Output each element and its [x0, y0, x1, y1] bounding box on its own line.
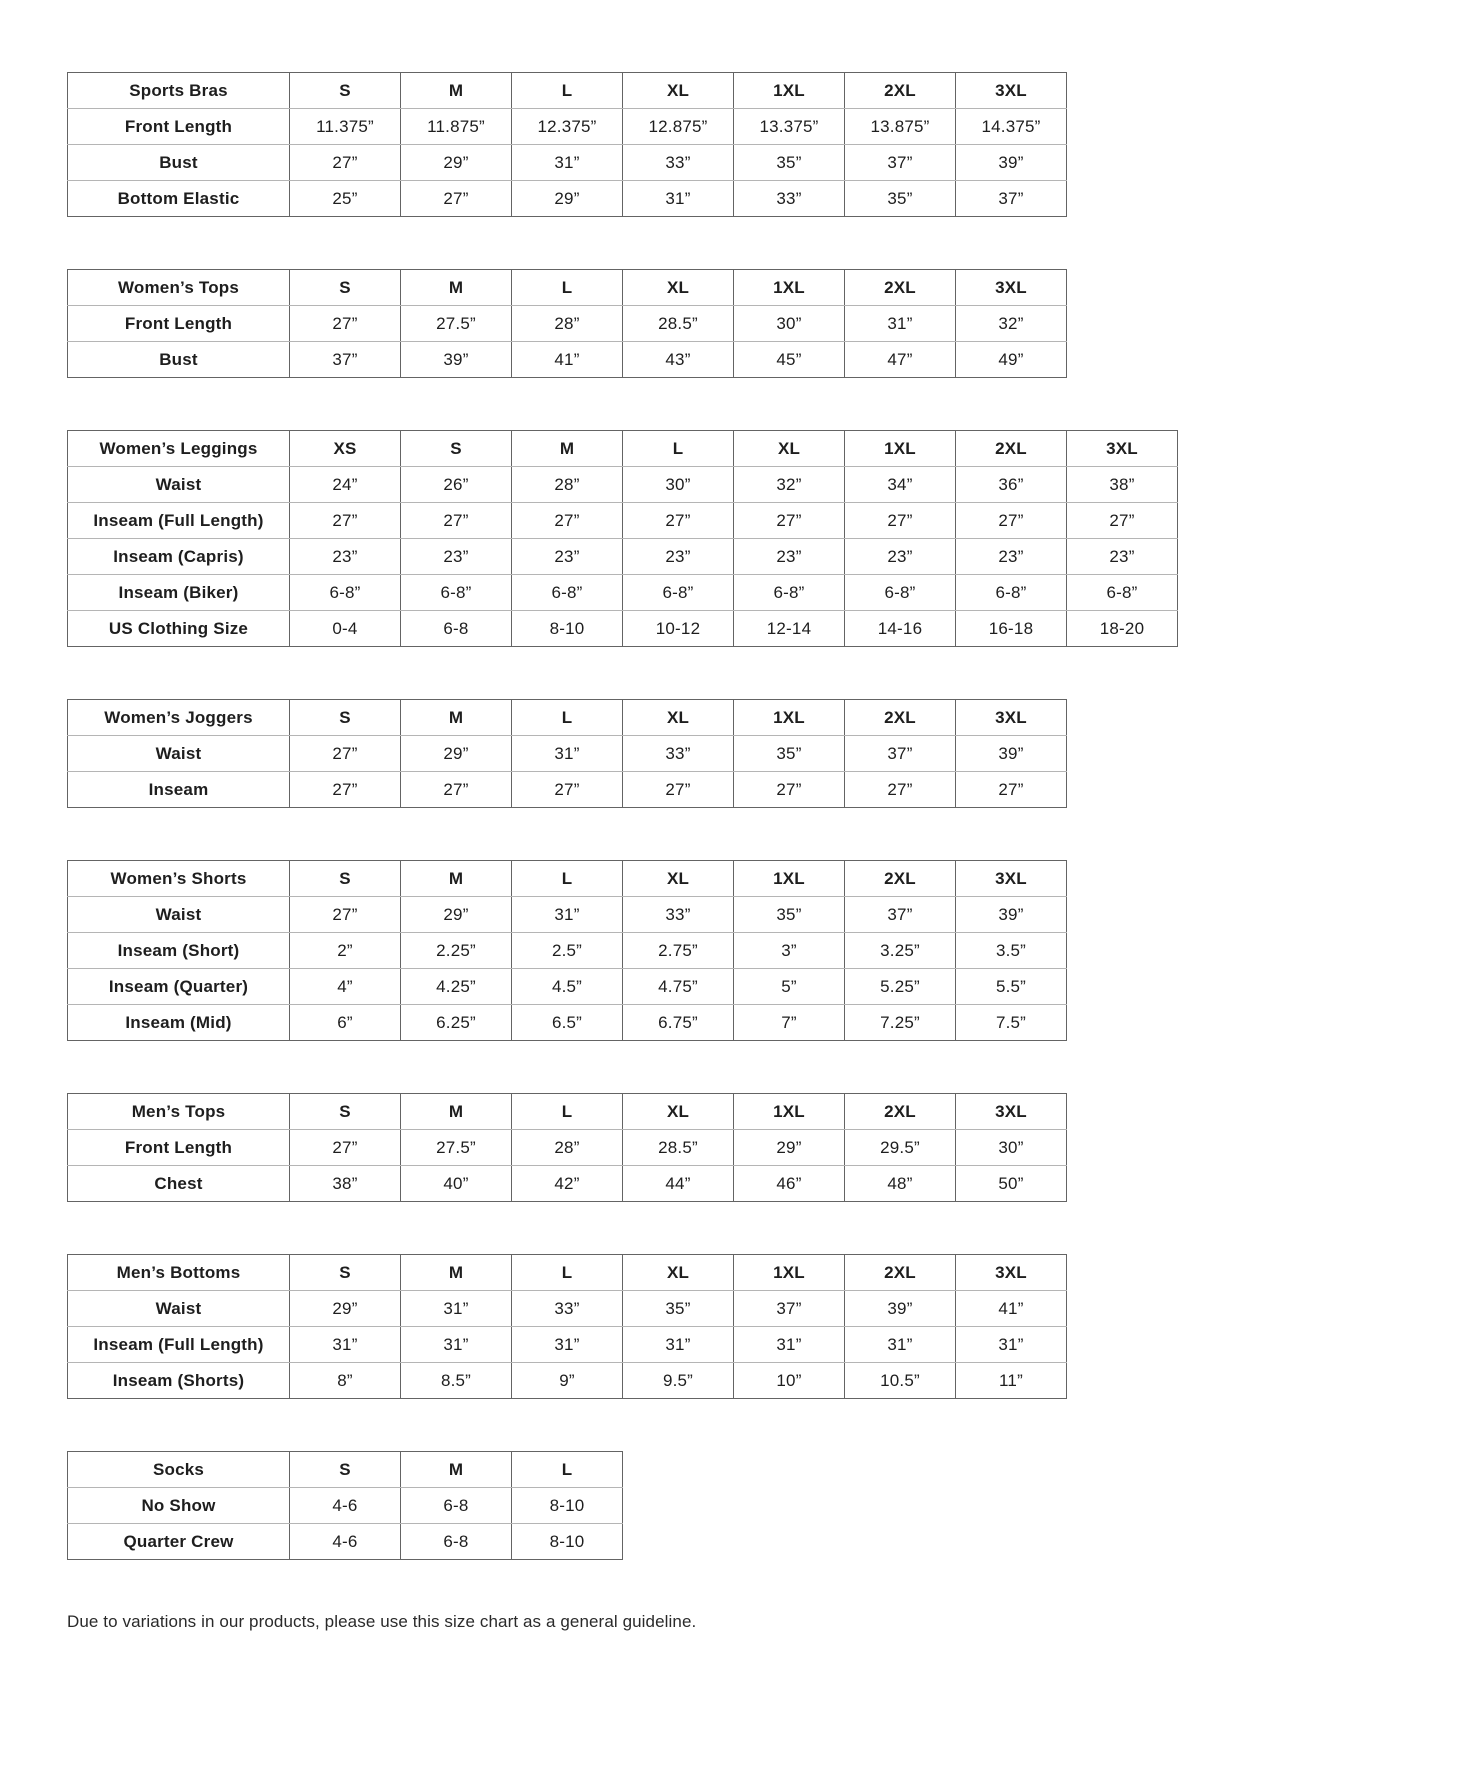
size-column-header: XL	[623, 1255, 734, 1291]
measurement-value: 24”	[290, 467, 401, 503]
measurement-value: 23”	[401, 539, 512, 575]
size-chart-disclaimer: Due to variations in our products, please use this size chart as a general guideline.	[67, 1612, 697, 1631]
row-label: Front Length	[68, 109, 290, 145]
measurement-value: 37”	[845, 897, 956, 933]
measurement-value: 11”	[956, 1363, 1067, 1399]
row-label: Waist	[68, 1291, 290, 1327]
measurement-value: 6-8”	[734, 575, 845, 611]
measurement-value: 28.5”	[623, 1130, 734, 1166]
size-column-header: S	[290, 270, 401, 306]
measurement-value: 29”	[401, 736, 512, 772]
measurement-value: 6-8”	[290, 575, 401, 611]
measurement-value: 6-8”	[401, 575, 512, 611]
row-label: US Clothing Size	[68, 611, 290, 647]
table-row	[68, 306, 1067, 342]
measurement-value: 34”	[845, 467, 956, 503]
table-title-womens-leggings: Women’s Leggings	[68, 431, 290, 467]
measurement-value: 8.5”	[401, 1363, 512, 1399]
table-row	[68, 772, 1067, 808]
measurement-value: 35”	[845, 181, 956, 217]
measurement-value: 23”	[734, 539, 845, 575]
measurement-value: 25”	[290, 181, 401, 217]
measurement-value: 4-6	[290, 1524, 401, 1560]
measurement-value: 27”	[290, 306, 401, 342]
measurement-value: 13.875”	[845, 109, 956, 145]
measurement-value: 35”	[734, 897, 845, 933]
table-row	[68, 933, 1067, 969]
measurement-value: 33”	[512, 1291, 623, 1327]
measurement-value: 28”	[512, 467, 623, 503]
size-column-header: M	[401, 700, 512, 736]
row-label: Chest	[68, 1166, 290, 1202]
measurement-value: 4.5”	[512, 969, 623, 1005]
measurement-value: 4-6	[290, 1488, 401, 1524]
size-column-header: 2XL	[845, 700, 956, 736]
measurement-value: 23”	[1067, 539, 1178, 575]
measurement-value: 29.5”	[845, 1130, 956, 1166]
measurement-value: 46”	[734, 1166, 845, 1202]
measurement-value: 27”	[623, 503, 734, 539]
size-column-header: S	[290, 1255, 401, 1291]
table-row	[68, 1166, 1067, 1202]
measurement-value: 37”	[845, 736, 956, 772]
size-column-header: L	[512, 270, 623, 306]
measurement-value: 2.75”	[623, 933, 734, 969]
measurement-value: 9”	[512, 1363, 623, 1399]
measurement-value: 31”	[401, 1327, 512, 1363]
measurement-value: 7.5”	[956, 1005, 1067, 1041]
size-column-header: S	[290, 1094, 401, 1130]
measurement-value: 27”	[290, 145, 401, 181]
size-column-header: S	[290, 700, 401, 736]
measurement-value: 0-4	[290, 611, 401, 647]
measurement-value: 31”	[623, 181, 734, 217]
size-column-header: 1XL	[734, 73, 845, 109]
measurement-value: 7.25”	[845, 1005, 956, 1041]
size-column-header: 1XL	[845, 431, 956, 467]
measurement-value: 4”	[290, 969, 401, 1005]
size-column-header: 2XL	[845, 270, 956, 306]
size-column-header: 2XL	[845, 73, 956, 109]
measurement-value: 23”	[956, 539, 1067, 575]
measurement-value: 27”	[512, 772, 623, 808]
size-column-header: M	[401, 1094, 512, 1130]
table-row	[68, 897, 1067, 933]
measurement-value: 6.75”	[623, 1005, 734, 1041]
measurement-value: 27”	[401, 181, 512, 217]
size-column-header: 3XL	[956, 1094, 1067, 1130]
measurement-value: 2.5”	[512, 933, 623, 969]
table-header-row	[68, 270, 1067, 306]
measurement-value: 28.5”	[623, 306, 734, 342]
measurement-value: 31”	[512, 1327, 623, 1363]
measurement-value: 27”	[956, 772, 1067, 808]
measurement-value: 7”	[734, 1005, 845, 1041]
measurement-value: 39”	[845, 1291, 956, 1327]
size-column-header: S	[290, 1452, 401, 1488]
measurement-value: 10-12	[623, 611, 734, 647]
measurement-value: 6-8”	[1067, 575, 1178, 611]
table-row	[68, 969, 1067, 1005]
measurement-value: 6-8	[401, 611, 512, 647]
size-charts	[67, 72, 1458, 1560]
table-title-sports-bras: Sports Bras	[68, 73, 290, 109]
measurement-value: 44”	[623, 1166, 734, 1202]
measurement-value: 35”	[734, 145, 845, 181]
measurement-value: 32”	[956, 306, 1067, 342]
measurement-value: 6-8”	[623, 575, 734, 611]
measurement-value: 35”	[734, 736, 845, 772]
size-column-header: XL	[734, 431, 845, 467]
table-header-row	[68, 1094, 1067, 1130]
measurement-value: 6-8”	[512, 575, 623, 611]
measurement-value: 2”	[290, 933, 401, 969]
measurement-value: 12.375”	[512, 109, 623, 145]
measurement-value: 31”	[623, 1327, 734, 1363]
size-column-header: XL	[623, 1094, 734, 1130]
row-label: Inseam (Mid)	[68, 1005, 290, 1041]
table-row	[68, 1005, 1067, 1041]
measurement-value: 27.5”	[401, 306, 512, 342]
table-row	[68, 109, 1067, 145]
measurement-value: 29”	[512, 181, 623, 217]
measurement-value: 11.875”	[401, 109, 512, 145]
table-row	[68, 575, 1178, 611]
measurement-value: 23”	[290, 539, 401, 575]
size-column-header: 3XL	[956, 270, 1067, 306]
measurement-value: 6-8”	[845, 575, 956, 611]
size-table-womens-joggers	[67, 699, 1067, 808]
row-label: Inseam (Capris)	[68, 539, 290, 575]
measurement-value: 31”	[512, 897, 623, 933]
size-table-socks	[67, 1451, 623, 1560]
size-column-header: 1XL	[734, 270, 845, 306]
measurement-value: 14-16	[845, 611, 956, 647]
table-header-row	[68, 861, 1067, 897]
size-column-header: XL	[623, 270, 734, 306]
measurement-value: 23”	[623, 539, 734, 575]
measurement-value: 50”	[956, 1166, 1067, 1202]
measurement-value: 27”	[845, 503, 956, 539]
table-title-mens-bottoms: Men’s Bottoms	[68, 1255, 290, 1291]
measurement-value: 6-8”	[956, 575, 1067, 611]
table-title-mens-tops: Men’s Tops	[68, 1094, 290, 1130]
size-column-header: 3XL	[956, 73, 1067, 109]
measurement-value: 37”	[956, 181, 1067, 217]
measurement-value: 31”	[401, 1291, 512, 1327]
row-label: Bust	[68, 342, 290, 378]
measurement-value: 27”	[734, 772, 845, 808]
row-label: Inseam	[68, 772, 290, 808]
size-table-mens-tops	[67, 1093, 1067, 1202]
row-label: Quarter Crew	[68, 1524, 290, 1560]
table-header-row	[68, 73, 1067, 109]
measurement-value: 10.5”	[845, 1363, 956, 1399]
measurement-value: 27”	[290, 897, 401, 933]
measurement-value: 8-10	[512, 1488, 623, 1524]
measurement-value: 33”	[623, 897, 734, 933]
size-table-womens-tops	[67, 269, 1067, 378]
size-column-header: 1XL	[734, 700, 845, 736]
measurement-value: 27”	[401, 503, 512, 539]
measurement-value: 39”	[956, 736, 1067, 772]
measurement-value: 39”	[956, 897, 1067, 933]
table-row	[68, 611, 1178, 647]
measurement-value: 27”	[734, 503, 845, 539]
size-column-header: M	[512, 431, 623, 467]
size-column-header: L	[512, 1094, 623, 1130]
table-title-womens-joggers: Women’s Joggers	[68, 700, 290, 736]
size-column-header: 3XL	[956, 700, 1067, 736]
table-header-row	[68, 431, 1178, 467]
table-row	[68, 1327, 1067, 1363]
measurement-value: 31”	[290, 1327, 401, 1363]
size-chart-page	[67, 72, 1458, 1632]
measurement-value: 31”	[845, 1327, 956, 1363]
measurement-value: 40”	[401, 1166, 512, 1202]
measurement-value: 27”	[623, 772, 734, 808]
table-row	[68, 342, 1067, 378]
measurement-value: 26”	[401, 467, 512, 503]
table-row	[68, 1524, 623, 1560]
measurement-value: 31”	[845, 306, 956, 342]
size-column-header: 2XL	[845, 1255, 956, 1291]
measurement-value: 29”	[401, 897, 512, 933]
measurement-value: 30”	[734, 306, 845, 342]
measurement-value: 43”	[623, 342, 734, 378]
measurement-value: 31”	[512, 145, 623, 181]
row-label: Inseam (Quarter)	[68, 969, 290, 1005]
measurement-value: 14.375”	[956, 109, 1067, 145]
table-row	[68, 1291, 1067, 1327]
measurement-value: 28”	[512, 1130, 623, 1166]
row-label: Inseam (Shorts)	[68, 1363, 290, 1399]
measurement-value: 6”	[290, 1005, 401, 1041]
size-column-header: M	[401, 1452, 512, 1488]
measurement-value: 3”	[734, 933, 845, 969]
size-table-womens-shorts	[67, 860, 1067, 1041]
table-row	[68, 539, 1178, 575]
size-table-womens-leggings	[67, 430, 1178, 647]
size-column-header: S	[401, 431, 512, 467]
size-column-header: L	[623, 431, 734, 467]
table-row	[68, 145, 1067, 181]
measurement-value: 42”	[512, 1166, 623, 1202]
measurement-value: 47”	[845, 342, 956, 378]
size-column-header: XL	[623, 700, 734, 736]
measurement-value: 28”	[512, 306, 623, 342]
size-column-header: XS	[290, 431, 401, 467]
measurement-value: 35”	[623, 1291, 734, 1327]
measurement-value: 37”	[734, 1291, 845, 1327]
measurement-value: 41”	[512, 342, 623, 378]
row-label: Waist	[68, 897, 290, 933]
measurement-value: 11.375”	[290, 109, 401, 145]
size-column-header: 1XL	[734, 1094, 845, 1130]
row-label: Inseam (Full Length)	[68, 1327, 290, 1363]
measurement-value: 27”	[512, 503, 623, 539]
table-header-row	[68, 1452, 623, 1488]
table-title-womens-shorts: Women’s Shorts	[68, 861, 290, 897]
table-title-womens-tops: Women’s Tops	[68, 270, 290, 306]
measurement-value: 30”	[956, 1130, 1067, 1166]
measurement-value: 38”	[290, 1166, 401, 1202]
measurement-value: 29”	[734, 1130, 845, 1166]
size-column-header: M	[401, 73, 512, 109]
size-column-header: 2XL	[845, 861, 956, 897]
measurement-value: 31”	[734, 1327, 845, 1363]
measurement-value: 45”	[734, 342, 845, 378]
size-column-header: 2XL	[845, 1094, 956, 1130]
measurement-value: 23”	[845, 539, 956, 575]
table-row	[68, 1488, 623, 1524]
measurement-value: 6-8	[401, 1524, 512, 1560]
size-column-header: 2XL	[956, 431, 1067, 467]
measurement-value: 33”	[623, 145, 734, 181]
measurement-value: 37”	[290, 342, 401, 378]
size-column-header: L	[512, 1452, 623, 1488]
size-column-header: L	[512, 861, 623, 897]
measurement-value: 32”	[734, 467, 845, 503]
size-column-header: L	[512, 700, 623, 736]
size-column-header: 3XL	[1067, 431, 1178, 467]
measurement-value: 12.875”	[623, 109, 734, 145]
row-label: Inseam (Biker)	[68, 575, 290, 611]
row-label: Inseam (Short)	[68, 933, 290, 969]
size-column-header: XL	[623, 861, 734, 897]
measurement-value: 12-14	[734, 611, 845, 647]
measurement-value: 39”	[956, 145, 1067, 181]
measurement-value: 27”	[290, 772, 401, 808]
measurement-value: 27.5”	[401, 1130, 512, 1166]
measurement-value: 6.25”	[401, 1005, 512, 1041]
size-column-header: 3XL	[956, 1255, 1067, 1291]
measurement-value: 31”	[512, 736, 623, 772]
size-column-header: M	[401, 1255, 512, 1291]
measurement-value: 23”	[512, 539, 623, 575]
table-title-socks: Socks	[68, 1452, 290, 1488]
measurement-value: 39”	[401, 342, 512, 378]
measurement-value: 5.25”	[845, 969, 956, 1005]
measurement-value: 16-18	[956, 611, 1067, 647]
measurement-value: 27”	[401, 772, 512, 808]
measurement-value: 6.5”	[512, 1005, 623, 1041]
row-label: Front Length	[68, 306, 290, 342]
measurement-value: 27”	[290, 503, 401, 539]
measurement-value: 41”	[956, 1291, 1067, 1327]
size-column-header: 1XL	[734, 861, 845, 897]
size-column-header: 3XL	[956, 861, 1067, 897]
size-column-header: S	[290, 73, 401, 109]
row-label: Inseam (Full Length)	[68, 503, 290, 539]
measurement-value: 29”	[401, 145, 512, 181]
measurement-value: 27”	[1067, 503, 1178, 539]
table-row	[68, 503, 1178, 539]
measurement-value: 38”	[1067, 467, 1178, 503]
measurement-value: 10”	[734, 1363, 845, 1399]
size-column-header: 1XL	[734, 1255, 845, 1291]
measurement-value: 37”	[845, 145, 956, 181]
row-label: Waist	[68, 467, 290, 503]
measurement-value: 9.5”	[623, 1363, 734, 1399]
row-label: Bust	[68, 145, 290, 181]
table-row	[68, 181, 1067, 217]
measurement-value: 3.5”	[956, 933, 1067, 969]
size-column-header: XL	[623, 73, 734, 109]
size-column-header: S	[290, 861, 401, 897]
table-header-row	[68, 1255, 1067, 1291]
measurement-value: 27”	[956, 503, 1067, 539]
measurement-value: 5”	[734, 969, 845, 1005]
table-row	[68, 1363, 1067, 1399]
measurement-value: 48”	[845, 1166, 956, 1202]
measurement-value: 36”	[956, 467, 1067, 503]
measurement-value: 49”	[956, 342, 1067, 378]
size-column-header: L	[512, 73, 623, 109]
measurement-value: 18-20	[1067, 611, 1178, 647]
size-column-header: M	[401, 861, 512, 897]
row-label: Bottom Elastic	[68, 181, 290, 217]
table-row	[68, 467, 1178, 503]
table-row	[68, 736, 1067, 772]
measurement-value: 8-10	[512, 611, 623, 647]
row-label: No Show	[68, 1488, 290, 1524]
measurement-value: 8”	[290, 1363, 401, 1399]
measurement-value: 4.75”	[623, 969, 734, 1005]
size-column-header: M	[401, 270, 512, 306]
measurement-value: 27”	[290, 736, 401, 772]
measurement-value: 29”	[290, 1291, 401, 1327]
measurement-value: 8-10	[512, 1524, 623, 1560]
measurement-value: 33”	[623, 736, 734, 772]
measurement-value: 31”	[956, 1327, 1067, 1363]
measurement-value: 5.5”	[956, 969, 1067, 1005]
size-table-sports-bras	[67, 72, 1067, 217]
size-table-mens-bottoms	[67, 1254, 1067, 1399]
table-row	[68, 1130, 1067, 1166]
measurement-value: 33”	[734, 181, 845, 217]
measurement-value: 13.375”	[734, 109, 845, 145]
measurement-value: 4.25”	[401, 969, 512, 1005]
measurement-value: 27”	[290, 1130, 401, 1166]
row-label: Waist	[68, 736, 290, 772]
row-label: Front Length	[68, 1130, 290, 1166]
measurement-value: 2.25”	[401, 933, 512, 969]
measurement-value: 3.25”	[845, 933, 956, 969]
measurement-value: 6-8	[401, 1488, 512, 1524]
size-column-header: L	[512, 1255, 623, 1291]
measurement-value: 30”	[623, 467, 734, 503]
table-header-row	[68, 700, 1067, 736]
measurement-value: 27”	[845, 772, 956, 808]
